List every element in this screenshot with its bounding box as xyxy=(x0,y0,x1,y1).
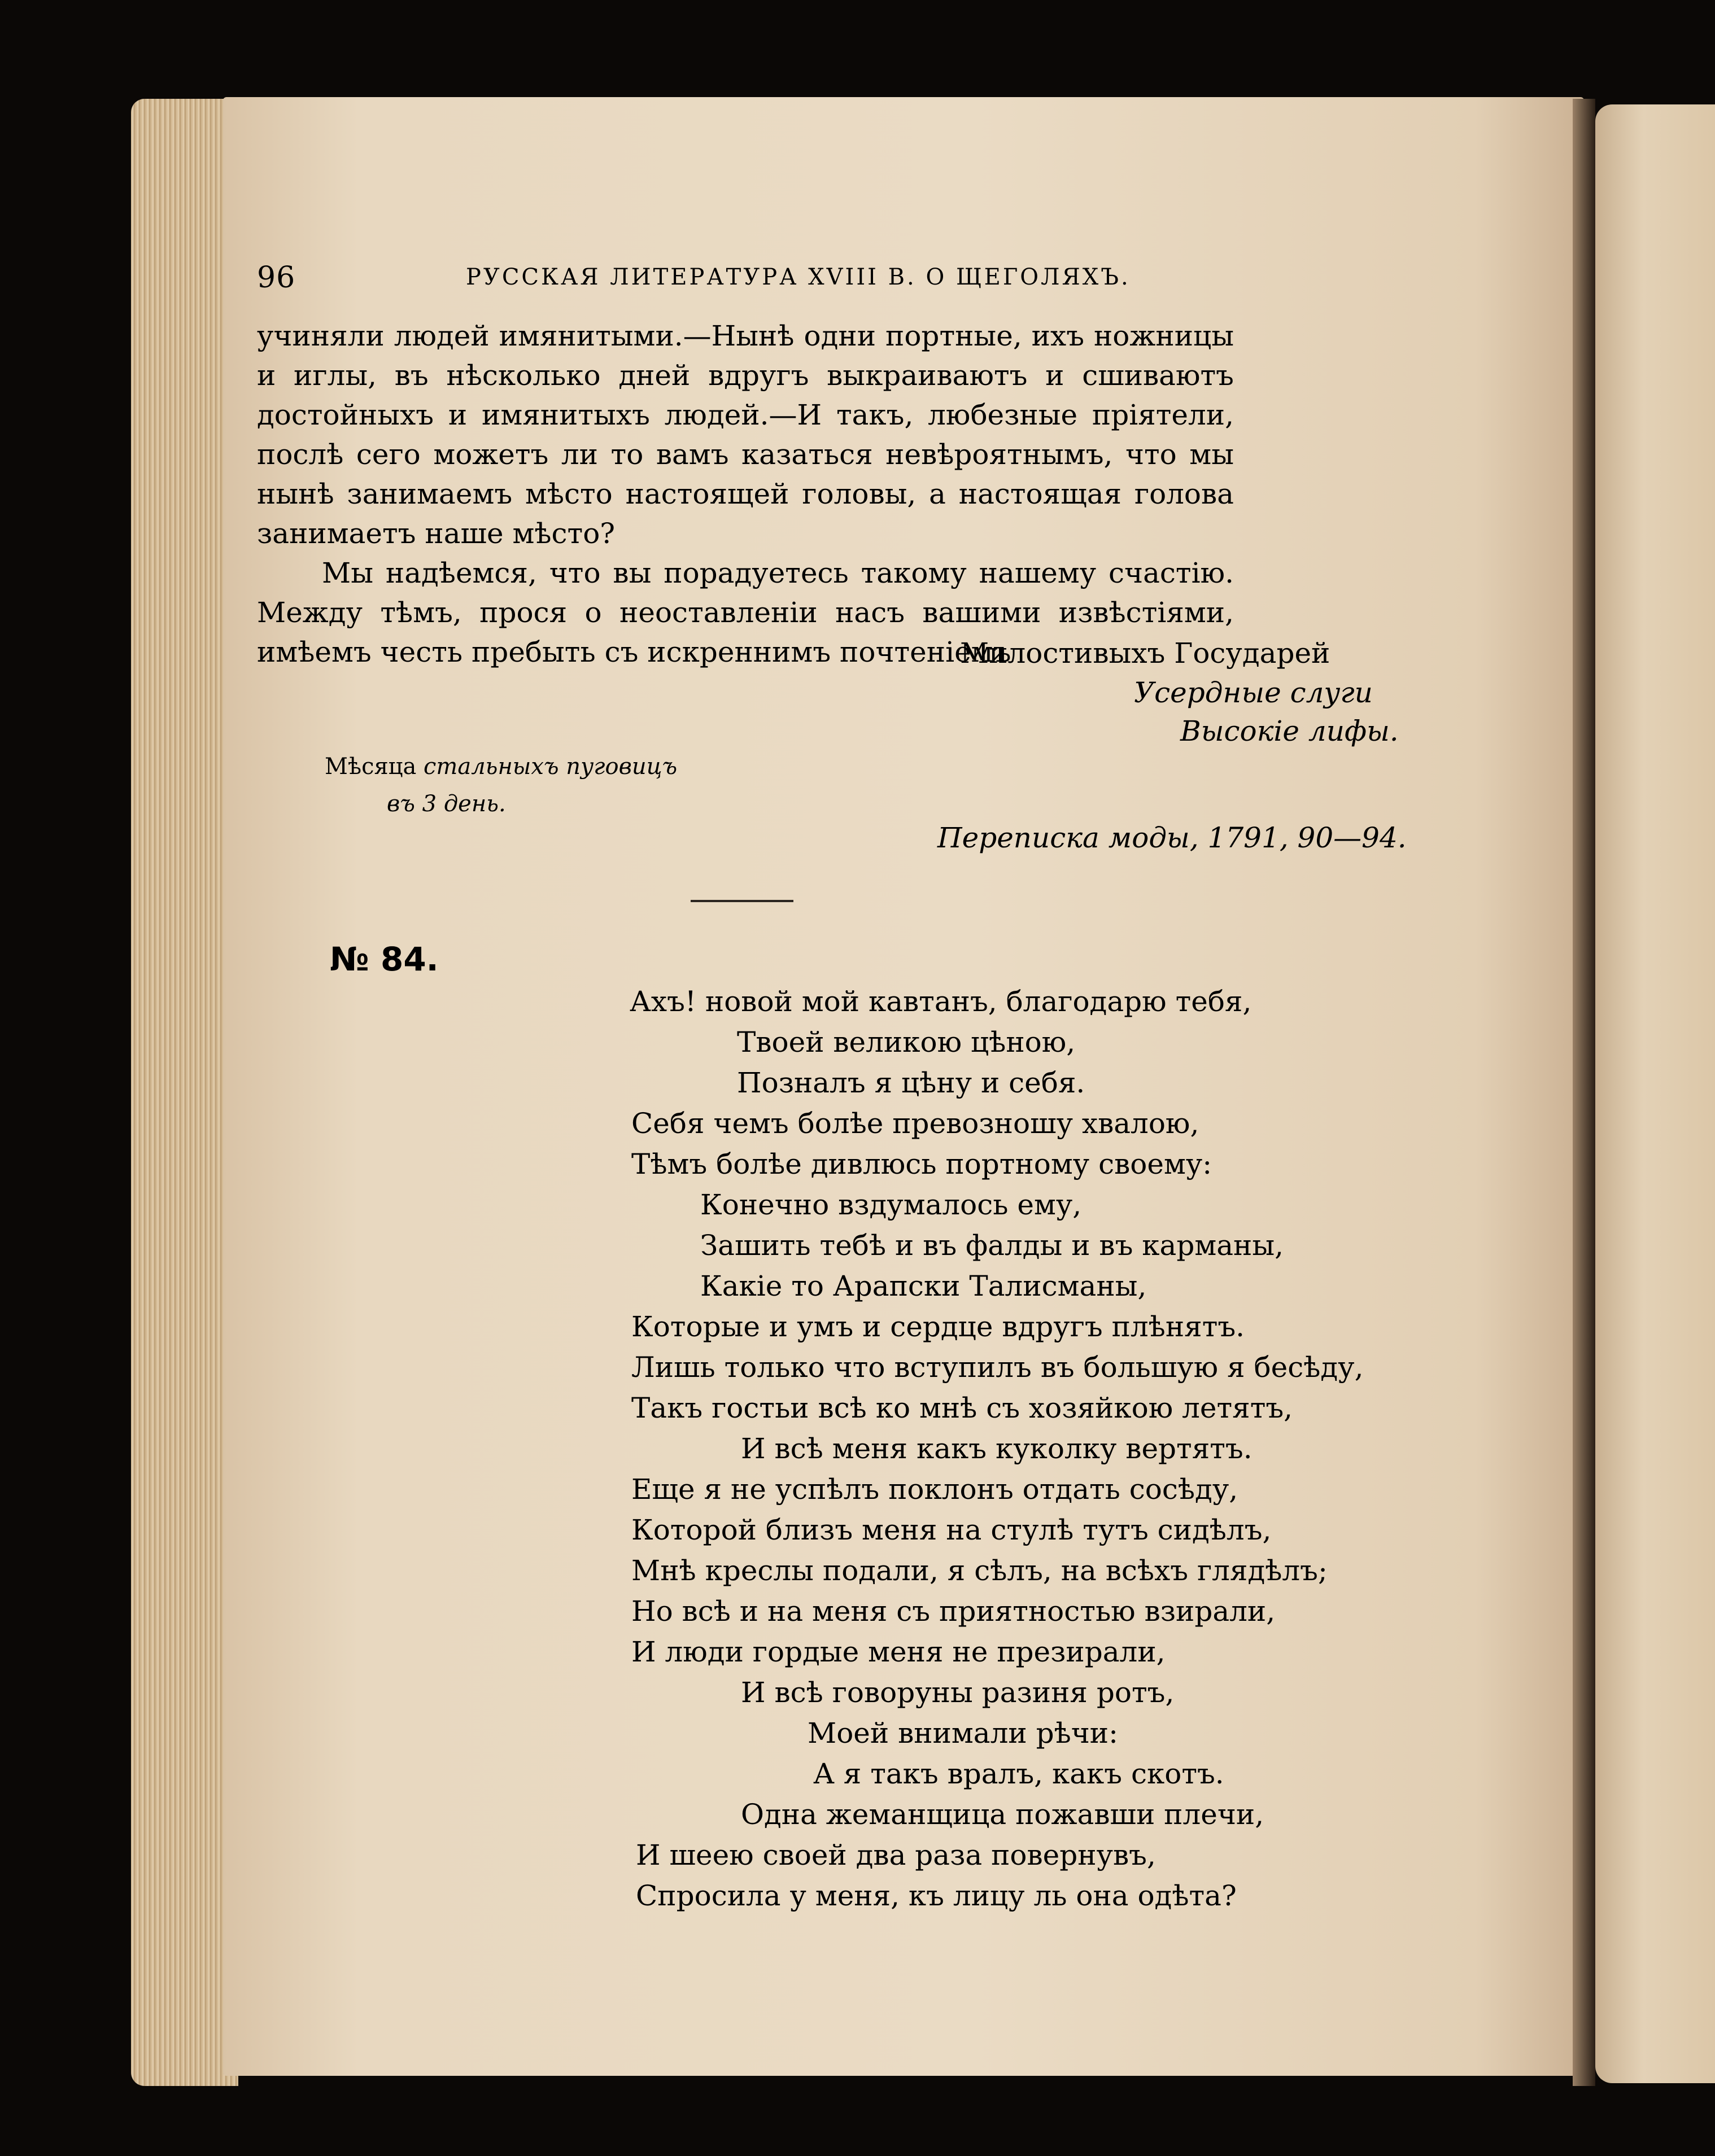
letter-paragraph-2: Мы надѣемся, что вы порадуетесь такому нашему счастію. Между тѣмъ, прося о неоставленіи насъ вашими извѣстіями, имѣемъ честь пребыть съ искреннимъ почтеніемъ xyxy=(257,557,1234,668)
date-month-label: Мѣсяца xyxy=(325,754,417,780)
closing-salutation: Милостивыхъ Государей xyxy=(960,637,1330,670)
poem-line: Моей внимали рѣчи: xyxy=(808,1717,1118,1750)
poem-line: И шеею своей два раза повернувъ, xyxy=(636,1839,1156,1871)
date-month-name: стальныхъ пуговицъ xyxy=(424,754,678,780)
poem-line: Лишь только что вступилъ въ большую я бесѣду, xyxy=(631,1351,1364,1384)
poem-line: Ахъ! новой мой кавтанъ, благодарю тебя, xyxy=(630,985,1252,1018)
poem-line: И всѣ говоруны разиня ротъ, xyxy=(741,1676,1175,1709)
poem-line: Одна жеманщица пожавши плечи, xyxy=(741,1798,1264,1831)
entry-number: № 84. xyxy=(330,940,439,978)
poem-line: Тѣмъ болѣе дивлюсь портному своему: xyxy=(631,1148,1212,1180)
date-note xyxy=(325,748,677,823)
poem-line: Какіе то Арапски Талисманы, xyxy=(700,1270,1147,1302)
poem-line: Зашить тебѣ и въ фалды и въ карманы, xyxy=(700,1229,1284,1262)
poem-line: Такъ гостьи всѣ ко мнѣ съ хозяйкою летятъ, xyxy=(631,1392,1293,1424)
page-header xyxy=(257,261,1234,300)
poem-line: Но всѣ и на меня съ приятностью взирали, xyxy=(631,1595,1276,1628)
page-number: 96 xyxy=(257,261,296,295)
poem-line: Которые и умъ и сердце вдругъ плѣнятъ. xyxy=(631,1310,1245,1343)
poem-line: А я такъ вралъ, какъ скотъ. xyxy=(813,1757,1224,1790)
facing-page-edge xyxy=(1595,104,1715,2083)
source-citation: Переписка моды, 1791, 90—94. xyxy=(937,821,1407,854)
section-divider xyxy=(691,900,793,902)
poem-line: Мнѣ креслы подали, я сѣлъ, на всѣхъ глядѣлъ; xyxy=(631,1554,1328,1587)
closing-servants: Усердные слуги xyxy=(1134,676,1373,709)
poem-line: Себя чемъ болѣе превозношу хвалою, xyxy=(631,1107,1199,1140)
letter-text xyxy=(257,316,1234,672)
running-head: РУССКАЯ ЛИТЕРАТУРА XVIII В. О ЩЕГОЛЯХЪ. xyxy=(466,264,1131,290)
poem-line: Спросила у меня, къ лицу ль она одѣта? xyxy=(636,1879,1237,1912)
closing-signature: Высокіе лифы. xyxy=(1180,715,1399,747)
poem-line: Твоей великою цѣною, xyxy=(737,1026,1076,1059)
poem-line: Конечно вздумалось ему, xyxy=(700,1188,1082,1221)
poem-line: И люди гордые меня не презирали, xyxy=(631,1635,1166,1668)
book-gutter xyxy=(1573,99,1595,2086)
poem-line: Которой близъ меня на стулѣ тутъ сидѣлъ, xyxy=(631,1514,1272,1546)
poem-line: Позналъ я цѣну и себя. xyxy=(737,1066,1085,1099)
poem-line: Еще я не успѣлъ поклонъ отдать сосѣду, xyxy=(631,1473,1238,1506)
date-day: въ 3 день. xyxy=(387,791,506,817)
book-page-edges xyxy=(131,99,238,2086)
letter-paragraph-1: учиняли людей имянитыми.—Нынѣ одни портные, ихъ ножницы и иглы, въ нѣсколько дней вдругъ выкраиваютъ и сшиваютъ достойныхъ и имянитыхъ людей.—И такъ, любезные пріятели, послѣ сего можетъ ли то вамъ казаться невѣроятнымъ, что мы нынѣ занимаемъ мѣсто настоящей головы, а настоящая голова занимаетъ наше мѣсто? xyxy=(257,320,1234,550)
poem-line: И всѣ меня какъ куколку вертятъ. xyxy=(741,1432,1253,1465)
